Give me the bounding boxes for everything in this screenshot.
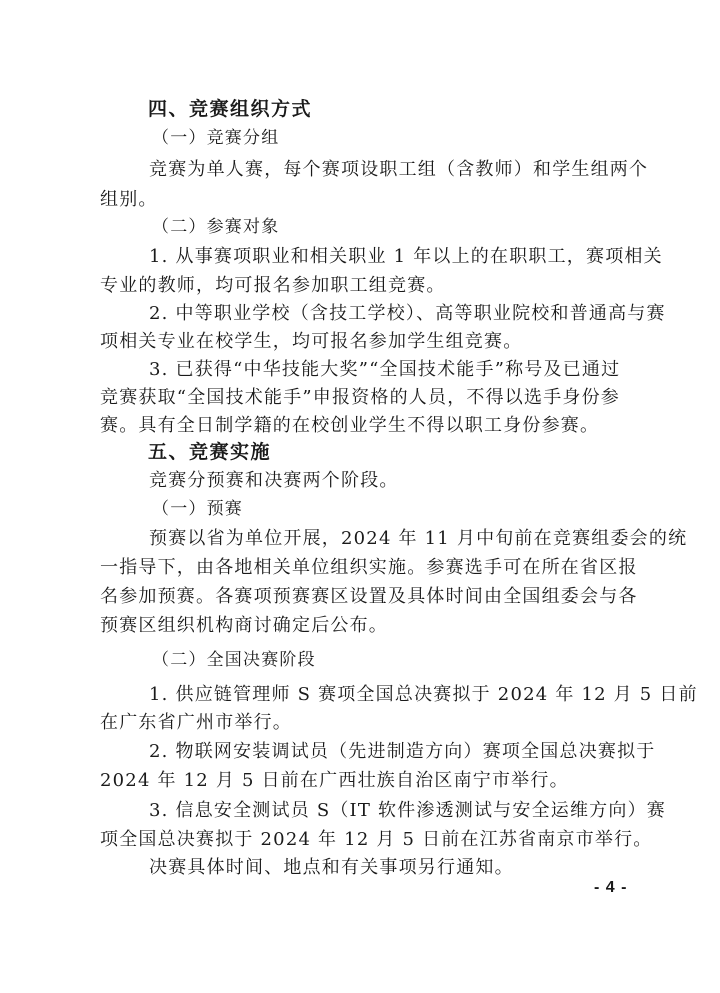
paragraph-line: 预赛以省为单位开展，2024 年 11 月中旬前在竞赛组委会的统 (149, 528, 688, 549)
paragraph-line: 1. 供应链管理师 S 赛项全国总决赛拟于 2024 年 12 月 5 日前 (149, 684, 698, 705)
section-heading-5: 五、竞赛实施 (148, 441, 272, 463)
paragraph-line: 一指导下，由各地相关单位组织实施。参赛选手可在所在省区报 (100, 557, 638, 578)
paragraph-line: 预赛区组织机构商讨确定后公布。 (100, 615, 388, 636)
paragraph-line: 项全国总决赛拟于 2024 年 12 月 5 日前在江苏省南京市举行。 (100, 829, 653, 850)
paragraph-line: 决赛具体时间、地点和有关事项另行通知。 (149, 857, 514, 878)
paragraph-line: 3. 信息安全测试员 S（IT 软件渗透测试与安全运维方向）赛 (149, 800, 666, 821)
section-heading-4: 四、竞赛组织方式 (148, 98, 313, 120)
paragraph-line: 2. 中等职业学校（含技工学校）、高等职业院校和普通高与赛 (149, 303, 666, 324)
paragraph-line: 组别。 (100, 189, 158, 210)
paragraph-line: 竞赛获取“全国技术能手”申报资格的人员，不得以选手身份参 (100, 387, 621, 408)
paragraph-line: 在广东省广州市举行。 (100, 712, 292, 733)
page-number: - 4 - (594, 879, 628, 896)
paragraph-line: 赛。具有全日制学籍的在校创业学生不得以职工身份参赛。 (100, 415, 600, 436)
paragraph-line: 1. 从事赛项职业和相关职业 1 年以上的在职职工，赛项相关 (149, 246, 663, 267)
paragraph-line: 竞赛分预赛和决赛两个阶段。 (149, 470, 399, 491)
paragraph-line: 2. 物联网安装调试员（先进制造方向）赛项全国总决赛拟于 (149, 741, 656, 762)
paragraph-line: 3. 已获得“中华技能大奖”“全国技术能手”称号及已通过 (149, 359, 621, 380)
paragraph-line: 2024 年 12 月 5 日前在广西壮族自治区南宁市举行。 (100, 770, 569, 791)
paragraph-line: 专业的教师，均可报名参加职工组竞赛。 (100, 275, 446, 296)
subheading-grouping: （一）竞赛分组 (152, 128, 280, 148)
paragraph-line: 项相关专业在校学生，均可报名参加学生组竞赛。 (100, 331, 523, 352)
subheading-participants: （二）参赛对象 (152, 217, 280, 237)
paragraph-line: 名参加预赛。各赛项预赛赛区设置及具体时间由全国组委会与各 (100, 586, 638, 607)
subheading-finals: （二）全国决赛阶段 (152, 650, 316, 670)
subheading-preliminary: （一）预赛 (152, 499, 243, 519)
paragraph-line: 竞赛为单人赛，每个赛项设职工组（含教师）和学生组两个 (149, 159, 649, 180)
